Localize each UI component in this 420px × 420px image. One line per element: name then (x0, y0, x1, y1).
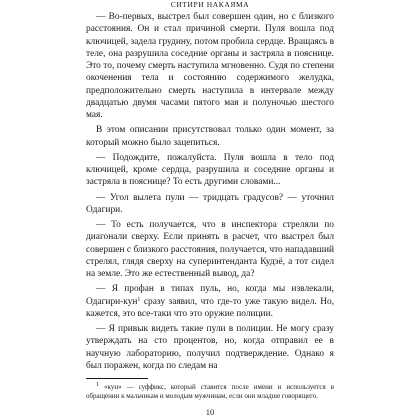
running-head: СИТИРИ НАКАЯМА (170, 0, 250, 9)
paragraph-text: — Я профан в типах пуль, но, когда мы извлекали, Одагири-кун (86, 284, 334, 307)
paragraph: В этом описании присутствовал только один момент, за который можно было зацепиться. (86, 125, 334, 148)
paragraph: — Подождите, пожалуйста. Пуля вошла в тело под ключицей, кроме сердца, разрушила и соседние органы и застряла в пояснице? То есть другими словами... (86, 152, 334, 188)
footnote-text: «кун» — суффикс, который ставится после имени и используется в обращении к мальчикам и молодым мужчинам, если они младше говорящего. (86, 383, 335, 400)
page-number: 10 (205, 407, 215, 417)
footnote-divider (86, 378, 148, 379)
body-text (86, 11, 334, 372)
paragraph: — Во-первых, выстрел был совершен один, но с близкого расстояния. Он и стал причиной смерти. Пуля вошла под ключицей, задела грудину, потом пробила сердце. Вращаясь в теле, она разрушила соседние органы и застряла в пояснице. Это то, почему смерть наступила мгновенно. Судя по степени окоченения тела и состоянию содержимого желудка, предположительно смерть наступила в интервале между двадцатью двумя часами пятого мая и полуночью шестого мая. (86, 12, 334, 120)
paragraph: — Угол вылета пули — тридцать градусов? — уточнил Одагири. (86, 192, 334, 215)
footnote-reference[interactable]: 1 (137, 296, 141, 303)
footnote-marker: 1 (96, 382, 99, 388)
paragraph (86, 283, 334, 320)
paragraph: — То есть получается, что в инспектора стреляли по диагонали сверху. Если принять в расчет, что выстрел был совершен с близкого расстояния, получается, что нападавший стрелял, глядя сверху на суперинтенданта Кудзё, а тот сидел на земле. Это же естественный вывод, да? (86, 220, 334, 279)
footnote (86, 383, 334, 401)
paragraph-text-continued: сразу заявил, что где-то уже такую видел. Но, кажется, это все-таки что это оружие полиции. (86, 296, 334, 319)
paragraph: — Я привык видеть такие пули в полиции. Не могу сразу утверждать на сто процентов, но, когда отправил ее в научную лабораторию, получил подтверждение. Однако я был поражен, когда по следам на (86, 324, 334, 371)
